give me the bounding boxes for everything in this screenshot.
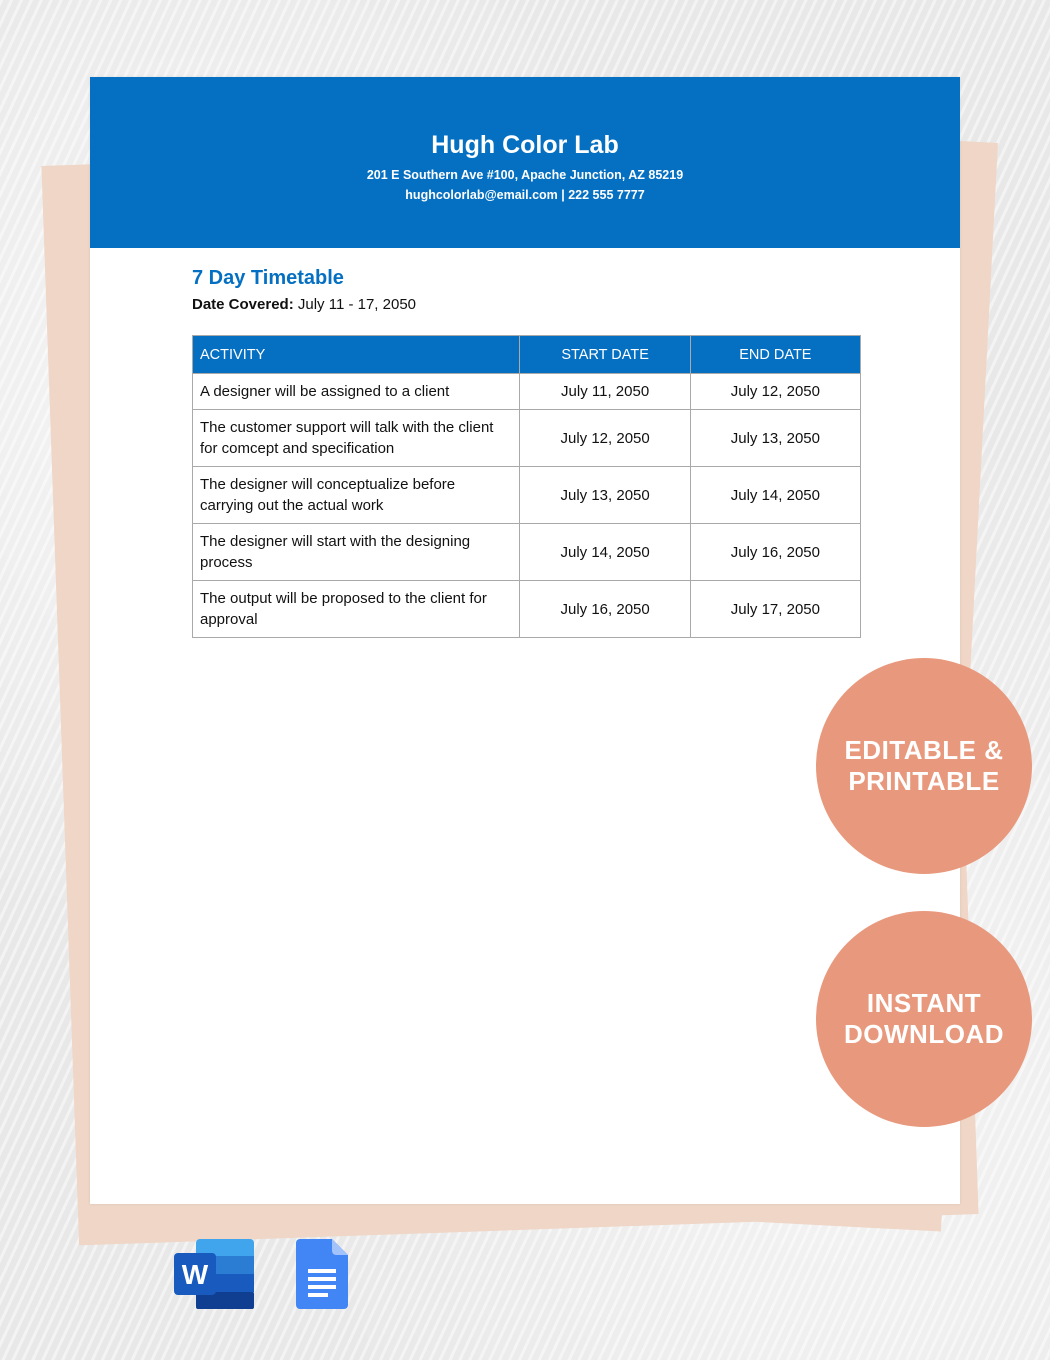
activity-cell: A designer will be assigned to a client <box>193 374 520 410</box>
google-docs-icon[interactable] <box>296 1239 348 1309</box>
instant-download-badge <box>816 911 1032 1127</box>
badge-text-line: PRINTABLE <box>848 766 1000 796</box>
column-header-activity: ACTIVITY <box>193 336 520 374</box>
end-date-cell: July 17, 2050 <box>690 581 860 638</box>
end-date-cell: July 12, 2050 <box>690 374 860 410</box>
badge-text-line: DOWNLOAD <box>844 1019 1004 1049</box>
end-date-cell: July 13, 2050 <box>690 410 860 467</box>
badge-text-line: EDITABLE & <box>844 735 1004 765</box>
end-date-cell: July 16, 2050 <box>690 524 860 581</box>
table-row <box>193 374 861 410</box>
table-header-row <box>193 336 861 374</box>
activity-cell: The output will be proposed to the client for approval <box>193 581 520 638</box>
date-covered-value: July 11 - 17, 2050 <box>293 296 417 313</box>
date-covered <box>192 296 862 313</box>
company-address: 201 E Southern Ave #100, Apache Junction, AZ 85219 <box>366 168 684 182</box>
start-date-cell: July 14, 2050 <box>520 524 690 581</box>
table-row <box>193 524 861 581</box>
svg-text:W: W <box>181 1259 209 1290</box>
table-row <box>193 581 861 638</box>
document-title: 7 Day Timetable <box>192 267 344 289</box>
start-date-cell: July 13, 2050 <box>520 467 690 524</box>
timetable <box>192 335 861 638</box>
column-header-start-date: START DATE <box>520 336 690 374</box>
company-contact: hughcolorlab@email.com | 222 555 7777 <box>405 188 645 202</box>
column-header-end-date: END DATE <box>690 336 860 374</box>
start-date-cell: July 12, 2050 <box>520 410 690 467</box>
editable-printable-badge <box>816 658 1032 874</box>
document-content <box>192 267 862 638</box>
company-name: Hugh Color Lab <box>431 131 619 159</box>
badge-text-line: INSTANT <box>866 988 982 1018</box>
header-banner <box>90 77 960 248</box>
activity-cell: The customer support will talk with the client for comcept and specification <box>193 410 520 467</box>
table-row <box>193 410 861 467</box>
table-row <box>193 467 861 524</box>
start-date-cell: July 11, 2050 <box>520 374 690 410</box>
date-covered-label: Date Covered: <box>192 296 294 313</box>
end-date-cell: July 14, 2050 <box>690 467 860 524</box>
start-date-cell: July 16, 2050 <box>520 581 690 638</box>
activity-cell: The designer will conceptualize before carrying out the actual work <box>193 467 520 524</box>
activity-cell: The designer will start with the designing process <box>193 524 520 581</box>
microsoft-word-icon[interactable] <box>174 1239 254 1309</box>
